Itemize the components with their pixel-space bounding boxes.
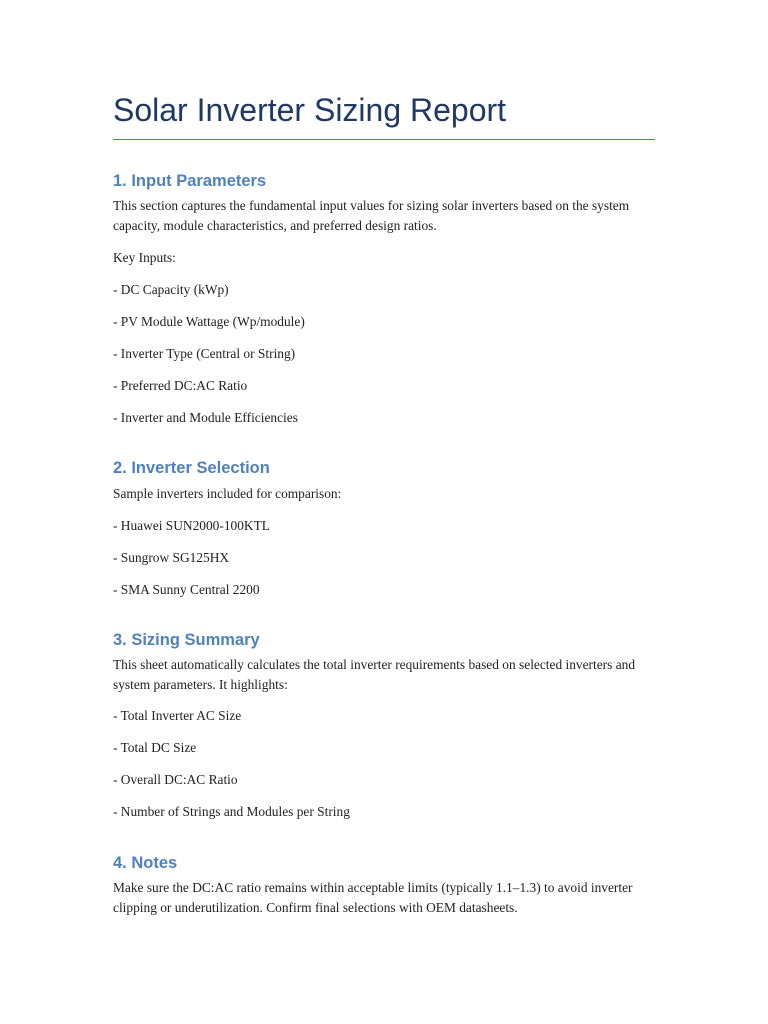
list-item: - PV Module Wattage (Wp/module): [113, 314, 305, 329]
section-heading-input-parameters: 1. Input Parameters: [113, 172, 267, 190]
list-item: - Preferred DC:AC Ratio: [113, 378, 248, 393]
section-heading-notes: 4. Notes: [113, 854, 178, 872]
key-inputs-label: Key Inputs:: [113, 250, 176, 265]
list-item: - Huawei SUN2000-100KTL: [113, 518, 270, 533]
list-item: - Inverter and Module Efficiencies: [113, 410, 298, 425]
list-item: - DC Capacity (kWp): [113, 282, 229, 297]
section-intro-notes: Make sure the DC:AC ratio remains within acceptable limits (typically 1.1–1.3) to avoid inverter clipping or underutilization. Confirm final selections with OEM datasheets.: [113, 880, 633, 915]
list-item: - Total DC Size: [113, 740, 197, 755]
list-item: - SMA Sunny Central 2200: [113, 582, 260, 597]
section-heading-sizing-summary: 3. Sizing Summary: [113, 631, 260, 649]
title-underline: [113, 139, 655, 140]
list-item: - Number of Strings and Modules per String: [113, 804, 350, 819]
list-item: - Sungrow SG125HX: [113, 550, 230, 565]
section-intro-sizing-summary: This sheet automatically calculates the total inverter requirements based on selected inverters and system parameters. It highlights:: [113, 657, 636, 692]
section-intro-input-parameters: This section captures the fundamental input values for sizing solar inverters based on the system capacity, module characteristics, and preferred design ratios.: [113, 198, 630, 233]
section-heading-inverter-selection: 2. Inverter Selection: [113, 459, 270, 477]
list-item: - Total Inverter AC Size: [113, 708, 242, 723]
document-title: Solar Inverter Sizing Report: [113, 92, 507, 128]
section-intro-inverter-selection: Sample inverters included for comparison:: [113, 486, 342, 501]
list-item: - Overall DC:AC Ratio: [113, 772, 238, 787]
list-item: - Inverter Type (Central or String): [113, 346, 296, 361]
